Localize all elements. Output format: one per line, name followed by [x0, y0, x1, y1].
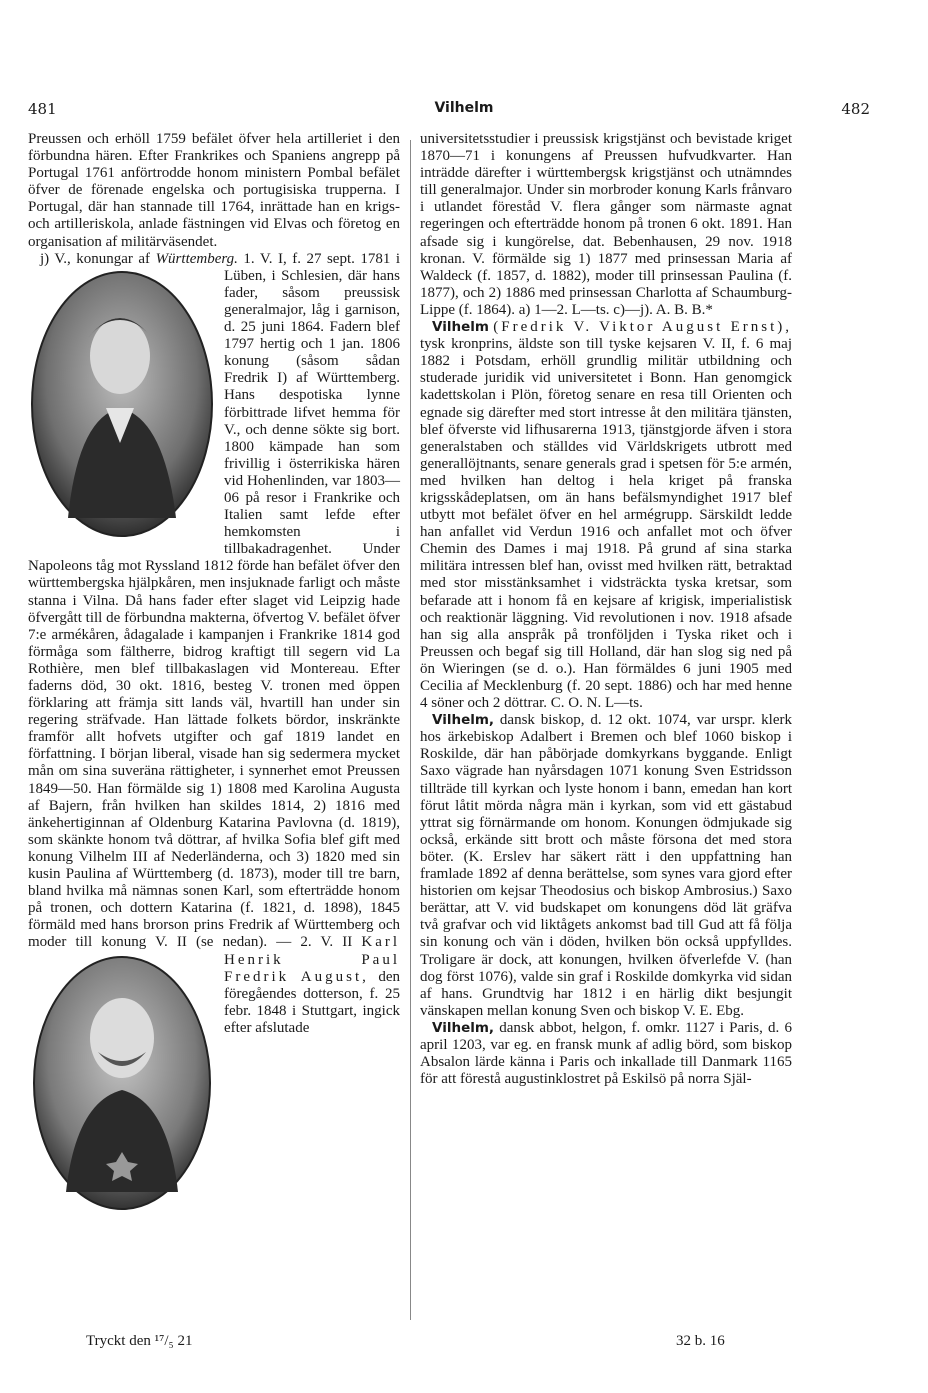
running-title: Vilhelm	[434, 100, 494, 116]
entry-text: dansk abbot, helgon, f. omkr. 1127 i Paris, d. 6 april 1203, var eg. en fransk munk af adlig börd, som biskop Absalon lärde känna i Paris och inkallade till Danmark 1165 för att förestå augustinklostret på Eskilsö på norra Själ-	[420, 1019, 792, 1088]
page-number-left: 481	[28, 100, 57, 118]
right-column	[420, 131, 792, 1088]
paragraph	[28, 251, 400, 1037]
signature-mark: 32 b. 16	[676, 1333, 725, 1349]
entry-text: tysk kronprins, äldste son till tyske kejsaren V. II, f. 6 maj 1882 i Potsdam, erhöll grundlig militär utbildning och studerade juridik vid universitetet i Bonn. Han genomgick kadettskolan i Plön, företog senare en resa till Orienten och egnade sig därefter med stort intresse åt den militära tjänsten, blef öfverste vid lifhusarerna 1913, tjänstgjorde äfven i stora generalstaben och ställdes vid Världskrigets utbrott med generallöjtnants, senare generals grad i spetsen för 5:e armén, med hvilken han deltog i hela kriget på franska krigsskådeplatsen, om än hans befälsmyndighet 1917 blef utbytt mot befälet öfver en hel armégrupp. Särskildt ledde han anfallet vid Verdun 1916 och anfallet mot och öfver Chemin des Dames i maj 1918. På grund af sina starka militära intressen blef han, ovisst med hvilken rätt, betraktad med stor misstänksamhet i vidsträckta tyska kretsar, som befarade att i honom få en kejsare af krigisk, imperialistisk och reaktionär läggning. Vid revolutionen i nov. 1918 afsade han sig alla anspråk på tronföljden i Tyska riket och i Preussen och begaf sig till Holland, där han slog sig ned på ön Wieringen (se d. o.). Han förmäldes 6 juni 1905 med Cecilia af Mecklenburg (f. 20 sept. 1886) och har med henne 4 söner och 2 döttrar. C. O. N. L—ts.	[420, 336, 792, 712]
print-date: Tryckt den ¹⁷/₅ 21	[86, 1333, 193, 1349]
entry-headword: Vilhelm	[432, 319, 489, 336]
entry-italic-title: Württemberg.	[155, 250, 238, 267]
page-number-right: 482	[841, 100, 870, 118]
entry-lead: j) V., konungar af	[40, 250, 151, 267]
entry-text: dansk biskop, d. 12 okt. 1074, var urspr. klerk hos ärkebiskop Adalbert i Bremen och blef 1060 biskop i Roskilde, där han påbörjade domkyrkans byggande. Enligt Saxo vägrade han nyårsdagen 1071 konung Sven Estridsson tillträde till kyrkan och lyste honom i bann, emedan han kort förut låtit mörda några män i kyrkan, som vid ett gästabud yttrat sig förnärmande om honom. Konungen ödmjukade sig också, erkände sitt brott och måste försona det med stora böter. (K. Erslev har säkert rätt i den uppfattning han framlade 1892 af denna berättelse, som synes vara gjord efter historien om kejsar Theodosius och biskop Ambrosius.) Saxo berättar, att V. vid budskapet om konungens död lät gräfva två grafvar och vid liktågets ankomst bad till Gud att få följa sin konung och vän i döden, hvilken bön också uppfylldes. Troligare är dock, att konungen, hvilken öfverlefde V. (han dog först 1076), valde sin graf i Roskilde domkyrka vid sidan af hans. Grundtvig har 1812 i en härlig dikt besjungit vänskapen mellan konung Sven och biskop V. E. Ebg.	[420, 712, 793, 1019]
paragraph: Preussen och erhöll 1759 befälet öfver hela artilleriet i den förbundna hären. Efter Frankrikes och Spaniens angrepp på Portugal 1761 anförtrodde honom ministern Pombal befälet öfver de förenade engelska och portugisiska trupperna. I Portugal, där han stannade till 1764, inrättade han en krigs- och artilleriskola, anlade fästningen vid Elvas och företog en organisation af militärväsendet.	[28, 131, 400, 250]
paragraph	[420, 319, 792, 712]
portrait-wilhelm-i-image	[28, 268, 216, 540]
left-column	[28, 131, 400, 1218]
page-header	[0, 100, 928, 122]
paragraph	[420, 712, 792, 1020]
entry-headword: Vilhelm,	[432, 1019, 495, 1036]
column-divider	[410, 140, 411, 1320]
entry-text-end: den föregåendes dotterson, f. 25 febr. 1848 i Stuttgart, ingick efter afslutade	[224, 968, 400, 1036]
paragraph	[420, 1020, 792, 1088]
entry-text: 1. V. I, f. 27 sept. 1781 i Lüben, i Schlesien, där hans fader, såsom preussisk generalmajor, låg i garnison, d. 25 juni 1864. Fadern blef 1797 hertig och 1 jan. 1806 konung (såsom sådan Fredrik I) af Württemberg. Hans despotiska lynne förbittrade lifvet hemma för V., och denne sökte sig bort. 1800 kämpade han som frivillig i österrikiska hären vid Hohenlinden, var 1803—06 på resor i Frankrike och Italien samt lefde efter hemkomsten i tillbakadragenhet. Under Napoleons tåg mot Ryssland 1812 förde han befälet öfver den württembergska hjälpkåren, men insjuknade farligt och måste stanna i Vilna. Då hans fader efter slaget vid Leipzig hade öfvergått till de förbundna makterna, öfvertog V. befälet öfver 7:e armékåren, ådagalade i kampanjen i Frankrike 1814 god förmåga som fältherre, bidrog kraftigt till segern vid La Rothière, men blef tillbakaslagen vid Montereau. Efter faderns död, 30 okt. 1816, besteg V. tronen med öppen förklaring att främja sitt lands väl, hvartill han under sin regering sträfvade. Han lättade folkets bördor, inskränkte framför allt hofvets utgifter och gaf 1819 landet en författning. I början liberal, visade han sig sedermera mycket mån om sina suveräna rättigheter, i synnerhet emot Preussen 1849—50. Han förmälde sig 1) 1808 med Karolina Augusta af Bajern, från hvilken han skildes 1814, 2) 1816 med änkehertiginnan af Oldenburg Katarina Pavlovna (d. 1819), som skänkte honom två döttrar, af hvilka Sofia blef gift med konung Vilhelm III af Nederländerna, och 3) 1820 med sin kusin Paulina af Württemberg (d. 1873), moder till tre barn, bland hvilka må nämnas sonen Karl, som efterträdde honom på tronen, och dottern Katarina (f. 1821, d. 1898), 1845 förmäld med hans brorson prins Fredrik af Württemberg och moder till konung V. II (se nedan). — 2. V. II	[28, 250, 401, 951]
entry-headword: Vilhelm,	[432, 712, 495, 729]
entry-spaced-name: (Fredrik V. Viktor August Ernst),	[493, 319, 792, 336]
portrait-wilhelm-ii-image	[28, 952, 216, 1214]
paragraph: universitetsstudier i preussisk krigstjänst och bevistade kriget 1870—71 i konungens af Preussen hufvudkvarter. Han inträdde därefter i württembergsk krigstjänst och utnämndes till generalmajor. Under sin morbroder konung Karls frånvaro i utlandet föreståd V. flera gånger som närmaste agnat regeringen och efterträdde honom på tronen 6 okt. 1891. Han afsade sig i kungörelse, dat. Bebenhausen, 29 nov. 1918 kronan. V. förmälde sig 1) 1877 med prinsessan Maria af Waldeck (f. 1857, d. 1882), moder till prinsessan Paulina (f. 1877), och 2) 1886 med prinsessan Charlotta af Schaumburg-Lippe (f. 1864). a) 1—2. L—ts. c)—j). A. B. B.*	[420, 131, 792, 318]
entry-spaced-name: Karl Henrik Paul Fredrik August,	[224, 934, 401, 985]
